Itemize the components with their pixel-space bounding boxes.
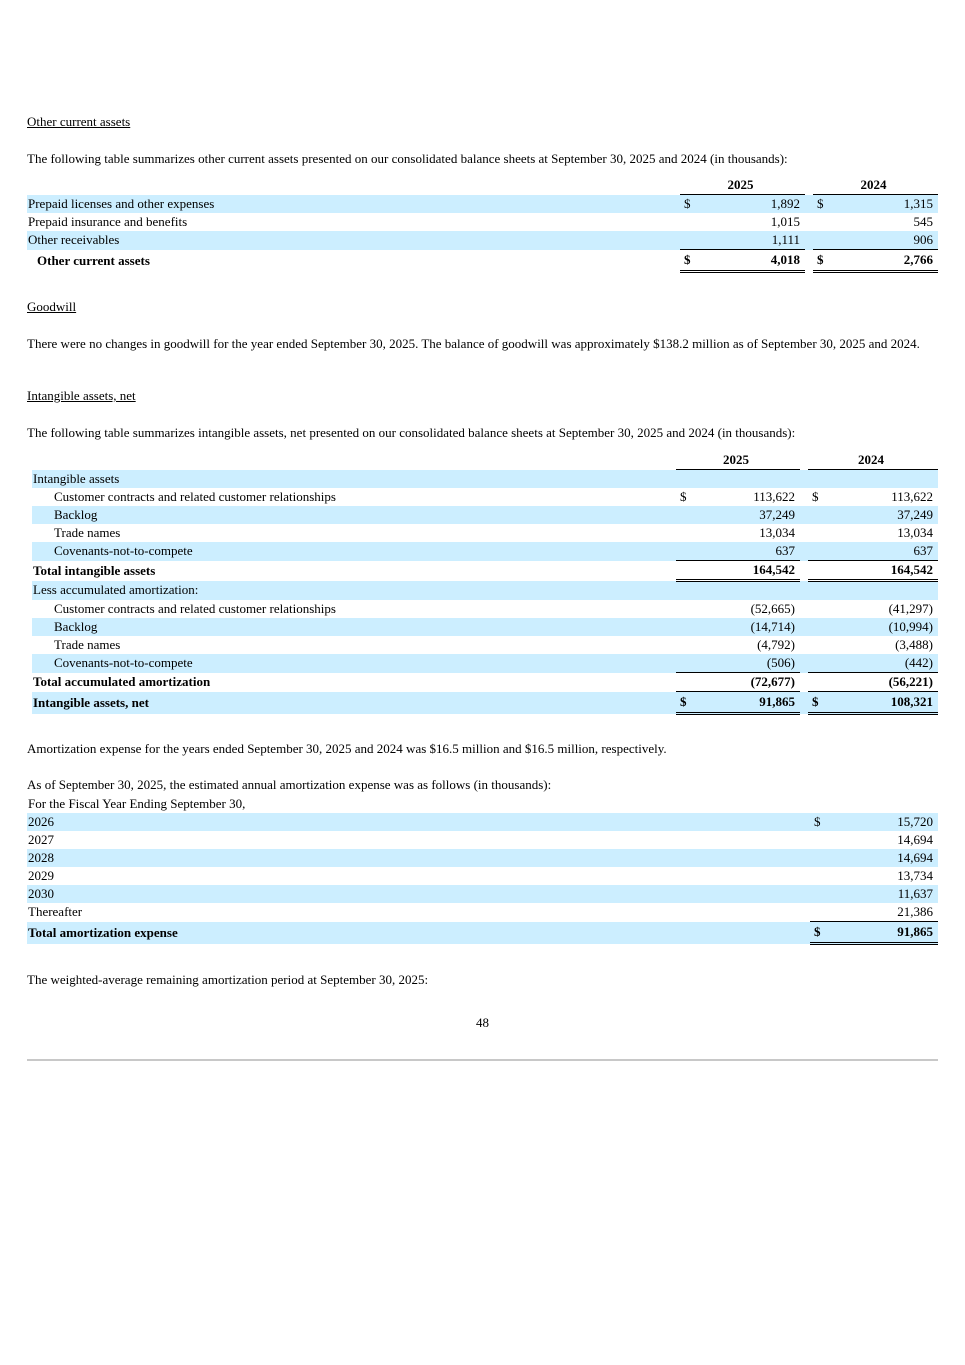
intangible-assets-table	[32, 451, 938, 715]
value-2025: (52,665)	[750, 601, 795, 616]
row-label: Customer contracts and related customer relationships	[54, 489, 336, 504]
row-label: Covenants-not-to-compete	[32, 542, 672, 561]
table-row	[27, 813, 938, 831]
row-label: Backlog	[32, 618, 672, 636]
table-row	[32, 488, 938, 506]
value-2024: 906	[827, 231, 938, 250]
row-label: 2027	[28, 832, 54, 847]
group-label-row	[32, 470, 938, 489]
value-2024: (41,297)	[888, 601, 933, 616]
other-current-assets-intro: The following table summarizes other current assets presented on our consolidated balance sheets at September 30, 2025 and 2024 (in thousands):	[27, 151, 788, 166]
currency-symbol: $	[812, 489, 819, 504]
value-2025: 637	[690, 542, 800, 561]
table-header-row	[27, 795, 938, 813]
row-label: Total amortization expense	[27, 922, 810, 944]
row-label: Backlog	[32, 506, 672, 524]
other-current-assets-heading: Other current assets	[27, 114, 131, 129]
value-2024: 164,542	[822, 561, 938, 581]
total-row	[27, 922, 938, 944]
currency-symbol: $	[813, 195, 827, 214]
amortization-expense-text: Amortization expense for the years ended September 30, 2025 and 2024 was $16.5 million and $16.5 million, respectively.	[27, 741, 667, 756]
value-2024: 113,622	[891, 489, 933, 504]
row-label: Total accumulated amortization	[33, 674, 211, 689]
group-label: Less accumulated amortization:	[32, 581, 672, 601]
value-2024: 637	[822, 542, 938, 561]
value-2024: 13,034	[897, 525, 933, 540]
column-header-2025: 2025	[676, 451, 800, 470]
row-value: 21,386	[824, 903, 938, 922]
table-row	[32, 654, 938, 673]
total-row	[27, 250, 938, 272]
row-label: Trade names	[54, 637, 121, 652]
table-row	[32, 542, 938, 561]
value-2024: 37,249	[822, 506, 938, 524]
row-value: 15,720	[824, 813, 938, 831]
row-label: Total intangible assets	[33, 562, 156, 578]
value-2025: 1,892	[694, 195, 805, 214]
page-number: 48	[476, 1015, 489, 1030]
table-row	[32, 524, 938, 542]
table-row	[27, 213, 938, 231]
value-2025: (14,714)	[690, 618, 800, 636]
currency-symbol: $	[810, 813, 824, 831]
column-header-2024: 2024	[808, 451, 938, 470]
value-2025: (72,677)	[690, 673, 800, 692]
row-label: Other receivables	[27, 231, 672, 250]
value-2025: 4,018	[694, 250, 805, 272]
column-header-2025: 2025	[680, 176, 805, 195]
table-row	[27, 885, 938, 903]
table-header-row	[27, 176, 938, 195]
row-label: Other current assets	[37, 252, 150, 268]
other-current-assets-table	[27, 176, 938, 273]
value-2025: 1,015	[770, 214, 800, 229]
value-2024: (3,488)	[895, 637, 933, 652]
table-row	[27, 867, 938, 885]
currency-symbol: $	[680, 250, 694, 272]
value-2024: 1,315	[827, 195, 938, 214]
weighted-average-text: The weighted-average remaining amortization period at September 30, 2025:	[27, 972, 429, 987]
row-value: 14,694	[897, 832, 933, 847]
goodwill-text: There were no changes in goodwill for the year ended September 30, 2025. The balance of goodwill was approximately $138.2 million as of September 30, 2025 and 2024.	[27, 336, 920, 351]
row-label: Prepaid insurance and benefits	[28, 214, 188, 229]
row-label: Trade names	[54, 525, 121, 540]
currency-symbol: $	[680, 489, 687, 504]
goodwill-heading: Goodwill	[27, 299, 77, 314]
table-row	[32, 506, 938, 524]
currency-symbol: $	[813, 250, 827, 272]
total-row	[32, 561, 938, 581]
row-value: 13,734	[897, 868, 933, 883]
value-2025: (506)	[690, 654, 800, 673]
row-value: 91,865	[824, 922, 938, 944]
intangible-assets-intro: The following table summarizes intangible assets, net presented on our consolidated balance sheets at September 30, 2025 and 2024 (in thousands):	[27, 425, 796, 440]
row-value: 14,694	[824, 849, 938, 867]
amortization-schedule-table	[27, 795, 938, 945]
table-row	[27, 903, 938, 922]
table-row	[27, 849, 938, 867]
value-2025: 1,111	[694, 231, 805, 250]
row-label: 2028	[27, 849, 810, 867]
currency-symbol: $	[680, 195, 694, 214]
net-row	[32, 692, 938, 714]
schedule-header: For the Fiscal Year Ending September 30,	[28, 796, 246, 811]
row-label: Customer contracts and related customer relationships	[54, 601, 336, 616]
row-label: 2026	[27, 813, 810, 831]
value-2025: 164,542	[690, 561, 800, 581]
table-row	[27, 831, 938, 849]
table-row	[32, 618, 938, 636]
value-2024: 2,766	[827, 250, 938, 272]
row-label: Prepaid licenses and other expenses	[27, 195, 672, 214]
value-2025: 113,622	[753, 489, 795, 504]
value-2024: (442)	[822, 654, 938, 673]
currency-symbol: $	[808, 692, 822, 714]
column-header-2024: 2024	[813, 176, 938, 195]
row-label: Intangible assets, net	[32, 692, 672, 714]
value-2025: 13,034	[759, 525, 795, 540]
value-2024: 545	[913, 214, 933, 229]
value-2025: 37,249	[690, 506, 800, 524]
estimated-amortization-text: As of September 30, 2025, the estimated annual amortization expense was as follows (in thousands):	[27, 777, 552, 792]
table-row	[27, 195, 938, 214]
total-row	[32, 673, 938, 692]
group-label-row	[32, 581, 938, 601]
currency-symbol: $	[676, 692, 690, 714]
currency-symbol: $	[810, 922, 824, 944]
value-2025: 91,865	[690, 692, 800, 714]
page-divider	[27, 1059, 938, 1061]
table-row	[27, 231, 938, 250]
table-row	[32, 636, 938, 654]
table-header-row	[32, 451, 938, 470]
value-2024: (10,994)	[822, 618, 938, 636]
row-label: 2030	[27, 885, 810, 903]
table-row	[32, 600, 938, 618]
row-value: 11,637	[824, 885, 938, 903]
row-label: 2029	[28, 868, 54, 883]
row-label: Covenants-not-to-compete	[32, 654, 672, 673]
row-label: Thereafter	[28, 904, 83, 920]
value-2024: 108,321	[822, 692, 938, 714]
group-label: Intangible assets	[32, 470, 672, 489]
value-2024: (56,221)	[822, 673, 938, 692]
value-2025: (4,792)	[757, 637, 795, 652]
intangible-assets-heading: Intangible assets, net	[27, 388, 136, 403]
